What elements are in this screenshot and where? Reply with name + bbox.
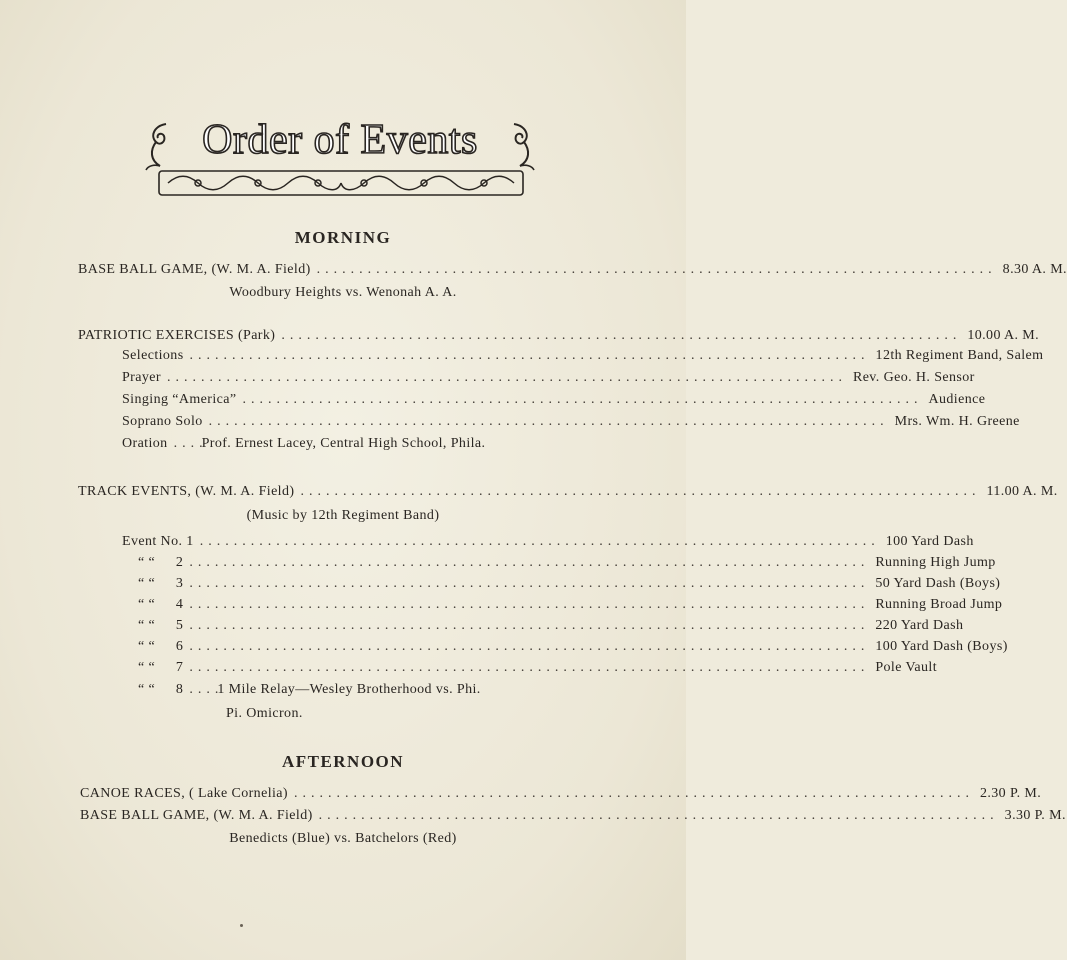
patriotic-item: Singing “America” ................................................................................ Audience (122, 392, 986, 407)
morning-baseball-label: BASE BALL GAME, (W. M. A. Field) (78, 262, 311, 277)
patriotic-exercises-time: 10.00 A. M. (967, 328, 1040, 343)
event-row: “ “ 7 ................................................................................ Pole Vault (138, 660, 938, 675)
canoe-races-time: 2.30 P. M. (979, 786, 1042, 801)
canoe-races-label: CANOE RACES, ( Lake Cornelia) (80, 786, 288, 801)
patriotic-item: Oration .... Prof. Ernest Lacey, Central High School, Phila. (122, 436, 486, 451)
patriotic-exercises-line: PATRIOTIC EXERCISES (Park) ................................................................................ 10.00 A. M. (78, 328, 1040, 343)
event-row: “ “ 3 ................................................................................ 50 Yard Dash (Boys) (138, 576, 1001, 591)
event-8-continuation: Pi. Omicron. (226, 706, 303, 721)
right-flourish-ornament (504, 120, 540, 172)
title-block (140, 108, 540, 200)
track-events-note: (Music by 12th Regiment Band) (246, 508, 440, 523)
afternoon-heading: AFTERNOON (281, 752, 405, 771)
canoe-races-line: CANOE RACES, ( Lake Cornelia) ................................................................................ 2.30 P. M. (80, 786, 1042, 801)
patriotic-exercises-label: PATRIOTIC EXERCISES (Park) (78, 328, 276, 343)
event-row: “ “ 6 ................................................................................ 100 Yard Dash (Boys) (138, 639, 1008, 654)
patriotic-item: Selections ................................................................................ 12th Regiment Band, Salem (122, 348, 1044, 363)
afternoon-baseball-time: 3.30 P. M. (1004, 808, 1066, 823)
patriotic-item: Soprano Solo ................................................................................ Mrs. Wm. H. Greene (122, 414, 1020, 429)
morning-baseball-time: 8.30 A. M. (1002, 262, 1067, 277)
event-row: “ “ 2 ................................................................................ Running High Jump (138, 555, 996, 570)
morning-heading: MORNING (294, 228, 392, 247)
event-row: “ “ 8 .... 1 Mile Relay—Wesley Brotherhood vs. Phi. (138, 682, 481, 697)
page-title: Order of Events (202, 117, 478, 163)
event-row: “ “ 5 ................................................................................ 220 Yard Dash (138, 618, 964, 633)
track-events-line: TRACK EVENTS, (W. M. A. Field) ................................................................................ 11.00 A. M. (78, 484, 1058, 499)
afternoon-baseball-line: BASE BALL GAME, (W. M. A. Field) ................................................................................ 3.30 P. M. (80, 808, 1066, 823)
afternoon-baseball-label: BASE BALL GAME, (W. M. A. Field) (80, 808, 313, 823)
patriotic-item: Prayer ................................................................................ Rev. Geo. H. Sensor (122, 370, 975, 385)
afternoon-baseball-detail: Benedicts (Blue) vs. Batchelors (Red) (229, 831, 457, 846)
morning-baseball-detail: Woodbury Heights vs. Wenonah A. A. (229, 285, 457, 300)
track-events-time: 11.00 A. M. (986, 484, 1058, 499)
paper-speck (240, 924, 243, 927)
morning-baseball-line: BASE BALL GAME, (W. M. A. Field) ................................................................................ 8.30 A. M. (78, 262, 1067, 277)
track-events-label: TRACK EVENTS, (W. M. A. Field) (78, 484, 295, 499)
event-row: “ “ 4 ................................................................................ Running Broad Jump (138, 597, 1003, 612)
event-row: Event No. 1 ................................................................................ 100 Yard Dash (122, 534, 974, 549)
decorative-border-band (158, 170, 524, 196)
